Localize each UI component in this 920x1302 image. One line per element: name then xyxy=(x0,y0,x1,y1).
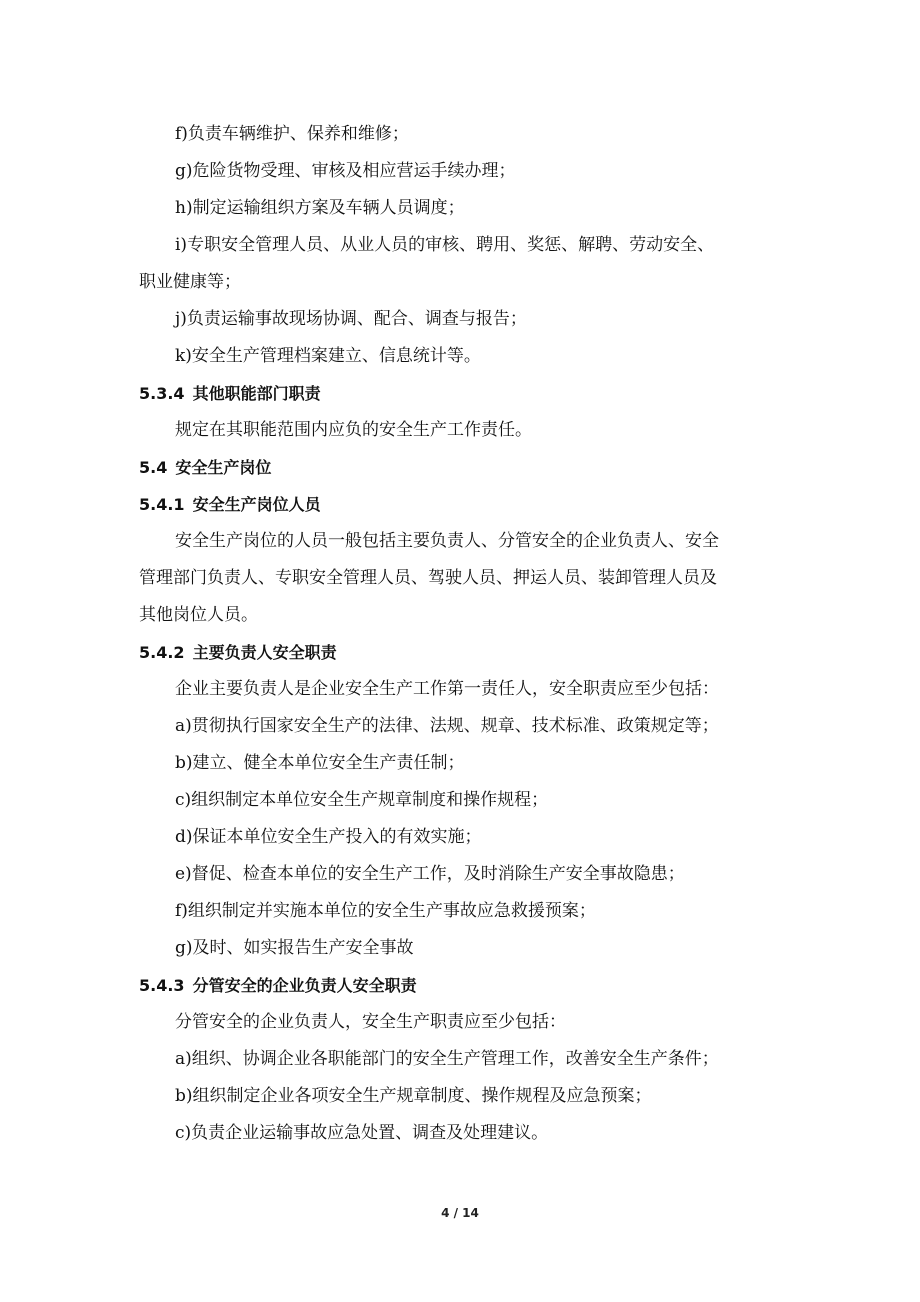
section-heading xyxy=(139,967,781,1004)
paragraph-line: f)负责车辆维护、保养和维修； xyxy=(175,124,409,144)
paragraph-line: 职业健康等； xyxy=(139,272,241,292)
paragraph-line: 分管安全的企业负责人，安全生产职责应至少包括： xyxy=(175,1012,566,1032)
paragraph-line: 管理部门负责人、专职安全管理人员、驾驶人员、押运人员、装卸管理人员及 xyxy=(139,568,717,588)
paragraph-line: c)负责企业运输事故应急处置、调查及处理建议。 xyxy=(175,1123,549,1143)
paragraph-line: g)危险货物受理、审核及相应营运手续办理； xyxy=(175,161,516,181)
paragraph-line: h)制定运输组织方案及车辆人员调度； xyxy=(175,198,465,218)
section-title: 安全生产岗位人员 xyxy=(192,495,321,514)
section-number: 5.4.2 xyxy=(139,643,185,662)
paragraph-line: 规定在其职能范围内应负的安全生产工作责任。 xyxy=(175,420,532,440)
paragraph-line: k)安全生产管理档案建立、信息统计等。 xyxy=(175,346,481,366)
paragraph-line: 企业主要负责人是企业安全生产工作第一责任人，安全职责应至少包括： xyxy=(175,679,719,699)
paragraph-line: c)组织制定本单位安全生产规章制度和操作规程； xyxy=(175,790,549,810)
paragraph-line: j)负责运输事故现场协调、配合、调查与报告； xyxy=(175,309,527,329)
section-title: 分管安全的企业负责人安全职责 xyxy=(192,976,417,995)
section-heading xyxy=(139,375,781,412)
section-title: 主要负责人安全职责 xyxy=(192,643,337,662)
paragraph-line: b)建立、健全本单位安全生产责任制； xyxy=(175,753,465,773)
section-heading xyxy=(139,449,781,486)
paragraph-line: b)组织制定企业各项安全生产规章制度、操作规程及应急预案； xyxy=(175,1086,652,1106)
paragraph-line: 安全生产岗位的人员一般包括主要负责人、分管安全的企业负责人、安全 xyxy=(175,531,719,551)
paragraph-line: e)督促、检查本单位的安全生产工作，及时消除生产安全事故隐患； xyxy=(175,864,685,884)
page-number: 4 / 14 xyxy=(441,1206,479,1220)
paragraph-line: a)组织、协调企业各职能部门的安全生产管理工作，改善安全生产条件； xyxy=(175,1049,719,1069)
document-body xyxy=(139,116,781,1152)
paragraph-line: i)专职安全管理人员、从业人员的审核、聘用、奖惩、解聘、劳动安全、 xyxy=(175,235,715,255)
paragraph-line: f)组织制定并实施本单位的安全生产事故应急救援预案； xyxy=(175,901,596,921)
section-number: 5.4.3 xyxy=(139,976,185,995)
section-number: 5.3.4 xyxy=(139,384,185,403)
section-number: 5.4 xyxy=(139,458,168,477)
paragraph-line: d)保证本单位安全生产投入的有效实施； xyxy=(175,827,482,847)
section-title: 其他职能部门职责 xyxy=(192,384,321,403)
paragraph-line: 其他岗位人员。 xyxy=(139,605,258,625)
paragraph-line: a)贯彻执行国家安全生产的法律、法规、规章、技术标准、政策规定等； xyxy=(175,716,719,736)
section-title: 安全生产岗位 xyxy=(175,458,272,477)
section-heading xyxy=(139,634,781,671)
paragraph-line: g)及时、如实报告生产安全事故 xyxy=(175,938,414,958)
section-heading xyxy=(139,486,781,523)
section-number: 5.4.1 xyxy=(139,495,185,514)
